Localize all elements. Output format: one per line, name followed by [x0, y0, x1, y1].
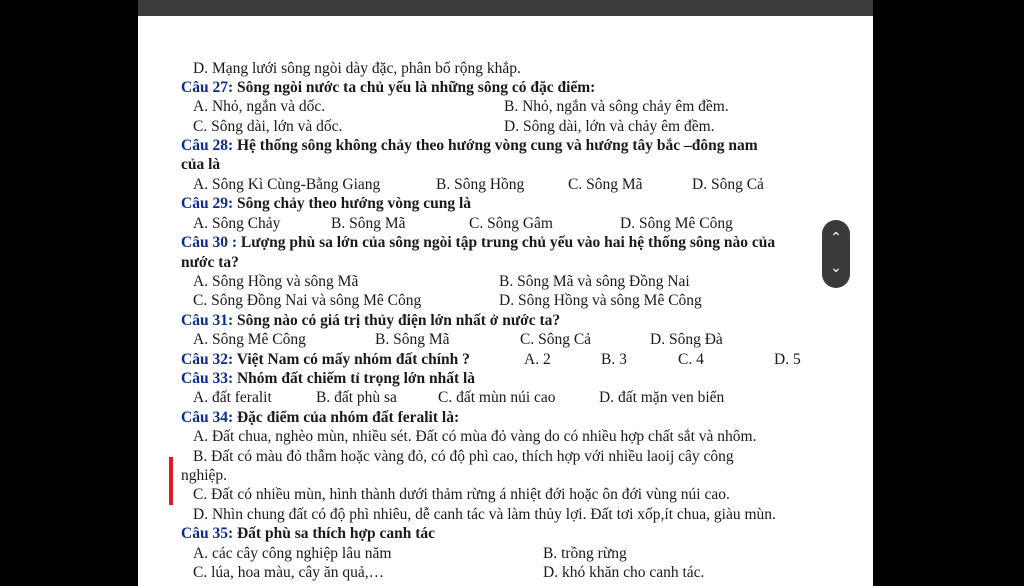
scroll-down-icon[interactable]: ⌄ [830, 260, 842, 276]
option: A. 2 [524, 351, 551, 368]
option: B. Đất có màu đỏ thẫm hoặc vàng đỏ, có độ phì cao, thích hợp với nhiều laoij cây công [193, 448, 734, 465]
option: A. đất feralit [193, 389, 272, 406]
option: A. Sông Mê Công [193, 331, 306, 348]
option: A. Sông Hồng và sông Mã [193, 273, 359, 290]
question-number: Câu 28: [181, 137, 234, 154]
question-text: Sông chảy theo hướng vòng cung là [233, 195, 472, 212]
question-text: Đất phù sa thích hợp canh tác [233, 525, 436, 542]
question-28 [181, 137, 758, 155]
option: B. Sông Mã [375, 331, 450, 348]
option: D. Sông Đà [650, 331, 723, 348]
option: C. Sông dài, lớn và dốc. [193, 118, 343, 135]
option: D. khó khăn cho canh tác. [543, 564, 705, 581]
option: B. Sông Mã và sông Đồng Nai [499, 273, 690, 290]
question-32 [181, 351, 470, 369]
question-number: Câu 32: [181, 351, 234, 368]
option: D. Sông Mê Công [620, 215, 733, 232]
option: B. Nhỏ, ngắn và sông chảy êm đềm. [504, 98, 729, 115]
option: A. các cây công nghiệp lâu năm [193, 545, 392, 562]
question-29 [181, 195, 471, 213]
question-text: Đặc điểm của nhóm đất feralit là: [233, 409, 460, 426]
question-number: Câu 27: [181, 79, 234, 96]
question-27 [181, 79, 595, 97]
page-nav-control [822, 220, 850, 288]
question-30 [181, 234, 775, 252]
option: C. Sông Gâm [469, 215, 553, 232]
scroll-up-icon[interactable]: ⌃ [830, 230, 842, 246]
option: A. Sông Chảy [193, 215, 281, 232]
question-text: Lượng phù sa lớn của sông ngòi tập trung chủ yếu vào hai hệ thống sông nào của [236, 234, 776, 251]
question-number: Câu 31: [181, 312, 234, 329]
option: C. Sông Mã [568, 176, 643, 193]
option: A. Đất chua, nghèo mùn, nhiều sét. Đất có mùa đỏ vàng do có nhiều hợp chất sắt và nhôm. [193, 428, 757, 445]
question-number: Câu 30 : [181, 234, 237, 251]
question-text-continued: nước ta? [181, 254, 239, 271]
question-text: Việt Nam có mấy nhóm đất chính ? [233, 351, 470, 368]
option: D. Sông dài, lớn và chảy êm đềm. [504, 118, 715, 135]
answer-line: D. Mạng lưới sông ngòi dày đặc, phân bố rộng khắp. [193, 60, 521, 77]
option: A. Sông Kì Cùng-Bằng Giang [193, 176, 381, 193]
highlight-bar [169, 457, 173, 505]
option: B. đất phù sa [316, 389, 397, 406]
question-31 [181, 312, 560, 330]
question-number: Câu 29: [181, 195, 234, 212]
question-number: Câu 33: [181, 370, 234, 387]
question-text: Sông nào có giá trị thủy điện lớn nhất ở nước ta? [233, 312, 561, 329]
option: C. Sông Cả [520, 331, 592, 348]
question-34 [181, 409, 459, 427]
question-text: Hệ thống sông không chảy theo hướng vòng cung và hướng tây bắc –đông nam [233, 137, 758, 154]
option: D. Sông Cả [692, 176, 764, 193]
option: B. Sông Hồng [436, 176, 525, 193]
option: C. đất mùn núi cao [438, 389, 556, 406]
question-number: Câu 34: [181, 409, 234, 426]
option: D. 5 [774, 351, 801, 368]
option: D. Nhìn chung đất có độ phì nhiêu, dễ canh tác và làm thủy lợi. Đất tơi xốp,ít chua, giàu mùn. [193, 506, 776, 523]
question-text-continued: của là [181, 156, 221, 173]
option: C. Đất có nhiều mùn, hình thành dưới thảm rừng á nhiệt đới hoặc ôn đới vùng núi cao. [193, 486, 730, 503]
option: D. Sông Hồng và sông Mê Công [499, 292, 702, 309]
question-number: Câu 35: [181, 525, 234, 542]
question-text: Sông ngòi nước ta chủ yếu là những sông có đặc điểm: [233, 79, 596, 96]
option: B. trồng rừng [543, 545, 627, 562]
option: B. Sông Mã [331, 215, 406, 232]
option: C. 4 [678, 351, 704, 368]
question-33 [181, 370, 475, 388]
question-text: Nhóm đất chiếm tỉ trọng lớn nhất là [233, 370, 476, 387]
option-continued: nghiệp. [181, 467, 228, 484]
question-35 [181, 525, 435, 543]
option: C. Sông Đồng Nai và sông Mê Công [193, 292, 422, 309]
option: D. đất mặn ven biển [599, 389, 725, 406]
option: B. 3 [601, 351, 627, 368]
option: C. lúa, hoa màu, cây ăn quả,… [193, 564, 385, 581]
viewer-top-bar [138, 0, 873, 16]
document-page [138, 16, 873, 586]
option: A. Nhỏ, ngắn và dốc. [193, 98, 326, 115]
